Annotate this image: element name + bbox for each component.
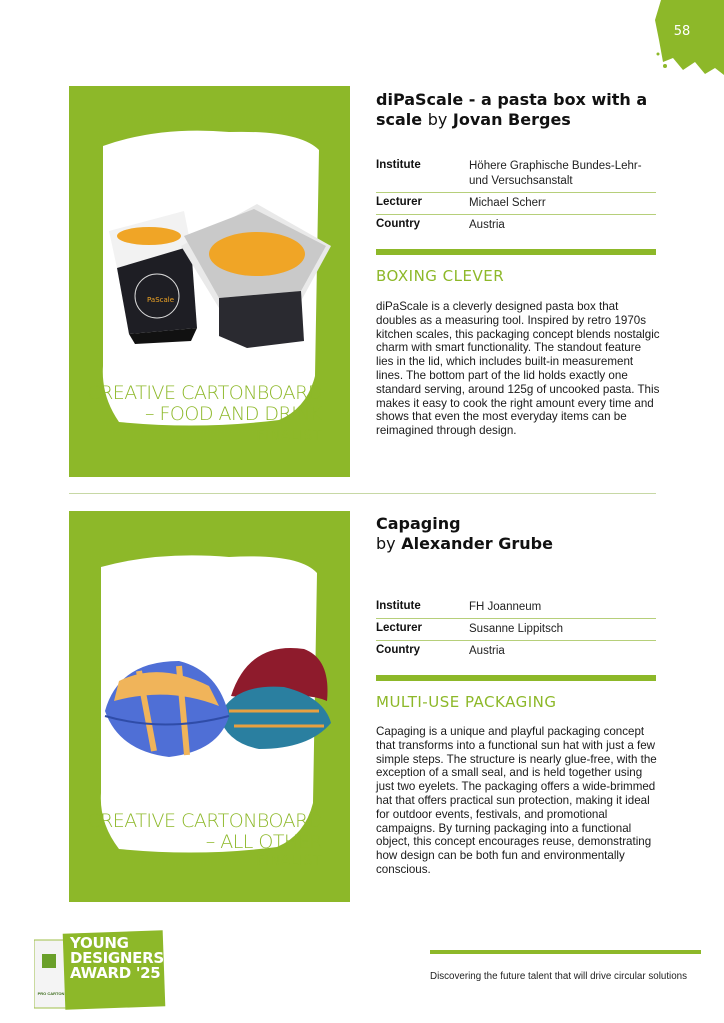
finalist-badge-1: FINALIST <box>256 428 322 444</box>
meta-row-institute: Institute Höhere Graphische Bundes-Lehr- und Versuchsanstalt <box>376 156 656 193</box>
entry-title-1 <box>376 90 666 130</box>
entry-title-2 <box>376 514 666 554</box>
author-name: Jovan Berges <box>452 110 571 129</box>
by-word: by <box>376 534 396 553</box>
meta-row-lecturer: Lecturer Michael Scherr <box>376 193 656 215</box>
category-line-2: – FOOD AND DRINK <box>144 403 322 425</box>
award-category-2 <box>87 811 322 853</box>
entry-image-card-2 <box>69 511 350 902</box>
footer-tagline: Discovering the future talent that will drive circular solutions <box>430 971 688 982</box>
logo-wordmark: YOUNG DESIGNERS AWARD '25 <box>70 934 164 982</box>
by-word: by <box>427 110 448 129</box>
page-number: 58 <box>673 24 691 39</box>
award-category-1 <box>87 383 322 425</box>
finalist-badge-2: FINALIST <box>256 853 322 869</box>
product-label: PaScale <box>147 296 175 304</box>
entry-meta-table-2 <box>376 597 656 662</box>
section-rule-2 <box>376 675 656 681</box>
entry-divider <box>69 493 656 494</box>
meta-row-institute: Institute FH Joanneum <box>376 597 656 619</box>
meta-row-country: Country Austria <box>376 218 505 231</box>
entry-name: diPaScale - a pasta box with a scale <box>376 90 648 129</box>
entry-name: Capaging <box>376 514 461 533</box>
meta-row-country: Country Austria <box>376 644 505 657</box>
entry-image-card-1 <box>69 86 350 477</box>
entry-description-2: Capaging is a unique and playful packaging concept that transforms into a functional sun hat with just a few simple steps. The structure is nearly glue-free, with the exception of a small seal, and is held together using just two eyelets. The packaging offers a wide-brimmed hat that offers practical sun protection, making it ideal for outdoor events, festivals, and promotional campaigns. By turning packaging into a functional object, this concept encourages reuse, demonstrating how design can be both fun and environmentally conscious. <box>376 725 657 876</box>
category-line-1: CREATIVE CARTONBOARD <box>87 810 322 832</box>
footer-rule <box>430 950 701 954</box>
section-heading-1: BOXING CLEVER <box>376 267 505 285</box>
pro-carton-brand: PRO CARTON <box>37 991 65 996</box>
entry-meta-table-1 <box>376 156 656 236</box>
category-line-1: CREATIVE CARTONBOARD <box>87 382 322 404</box>
category-line-2: – ALL OTHER <box>205 831 322 853</box>
section-heading-2: MULTI-USE PACKAGING <box>376 693 557 711</box>
author-name: Alexander Grube <box>401 534 553 553</box>
meta-row-lecturer: Lecturer Susanne Lippitsch <box>376 619 656 641</box>
entry-description-1: diPaScale is a cleverly designed pasta box that doubles as a measuring tool. Inspired by retro 1970s kitchen scales, this packaging concept blends nostalgic charm with smart functionality. The standout feature lies in the lid, which includes built-in measurement lines. The bottom part of the lid holds exactly one standard serving, around 125g of uncooked pasta. This makes it easy to cook the right amount every time and shows that even the most everyday items can be reimagined through design. <box>376 300 660 438</box>
section-rule-1 <box>376 249 656 255</box>
